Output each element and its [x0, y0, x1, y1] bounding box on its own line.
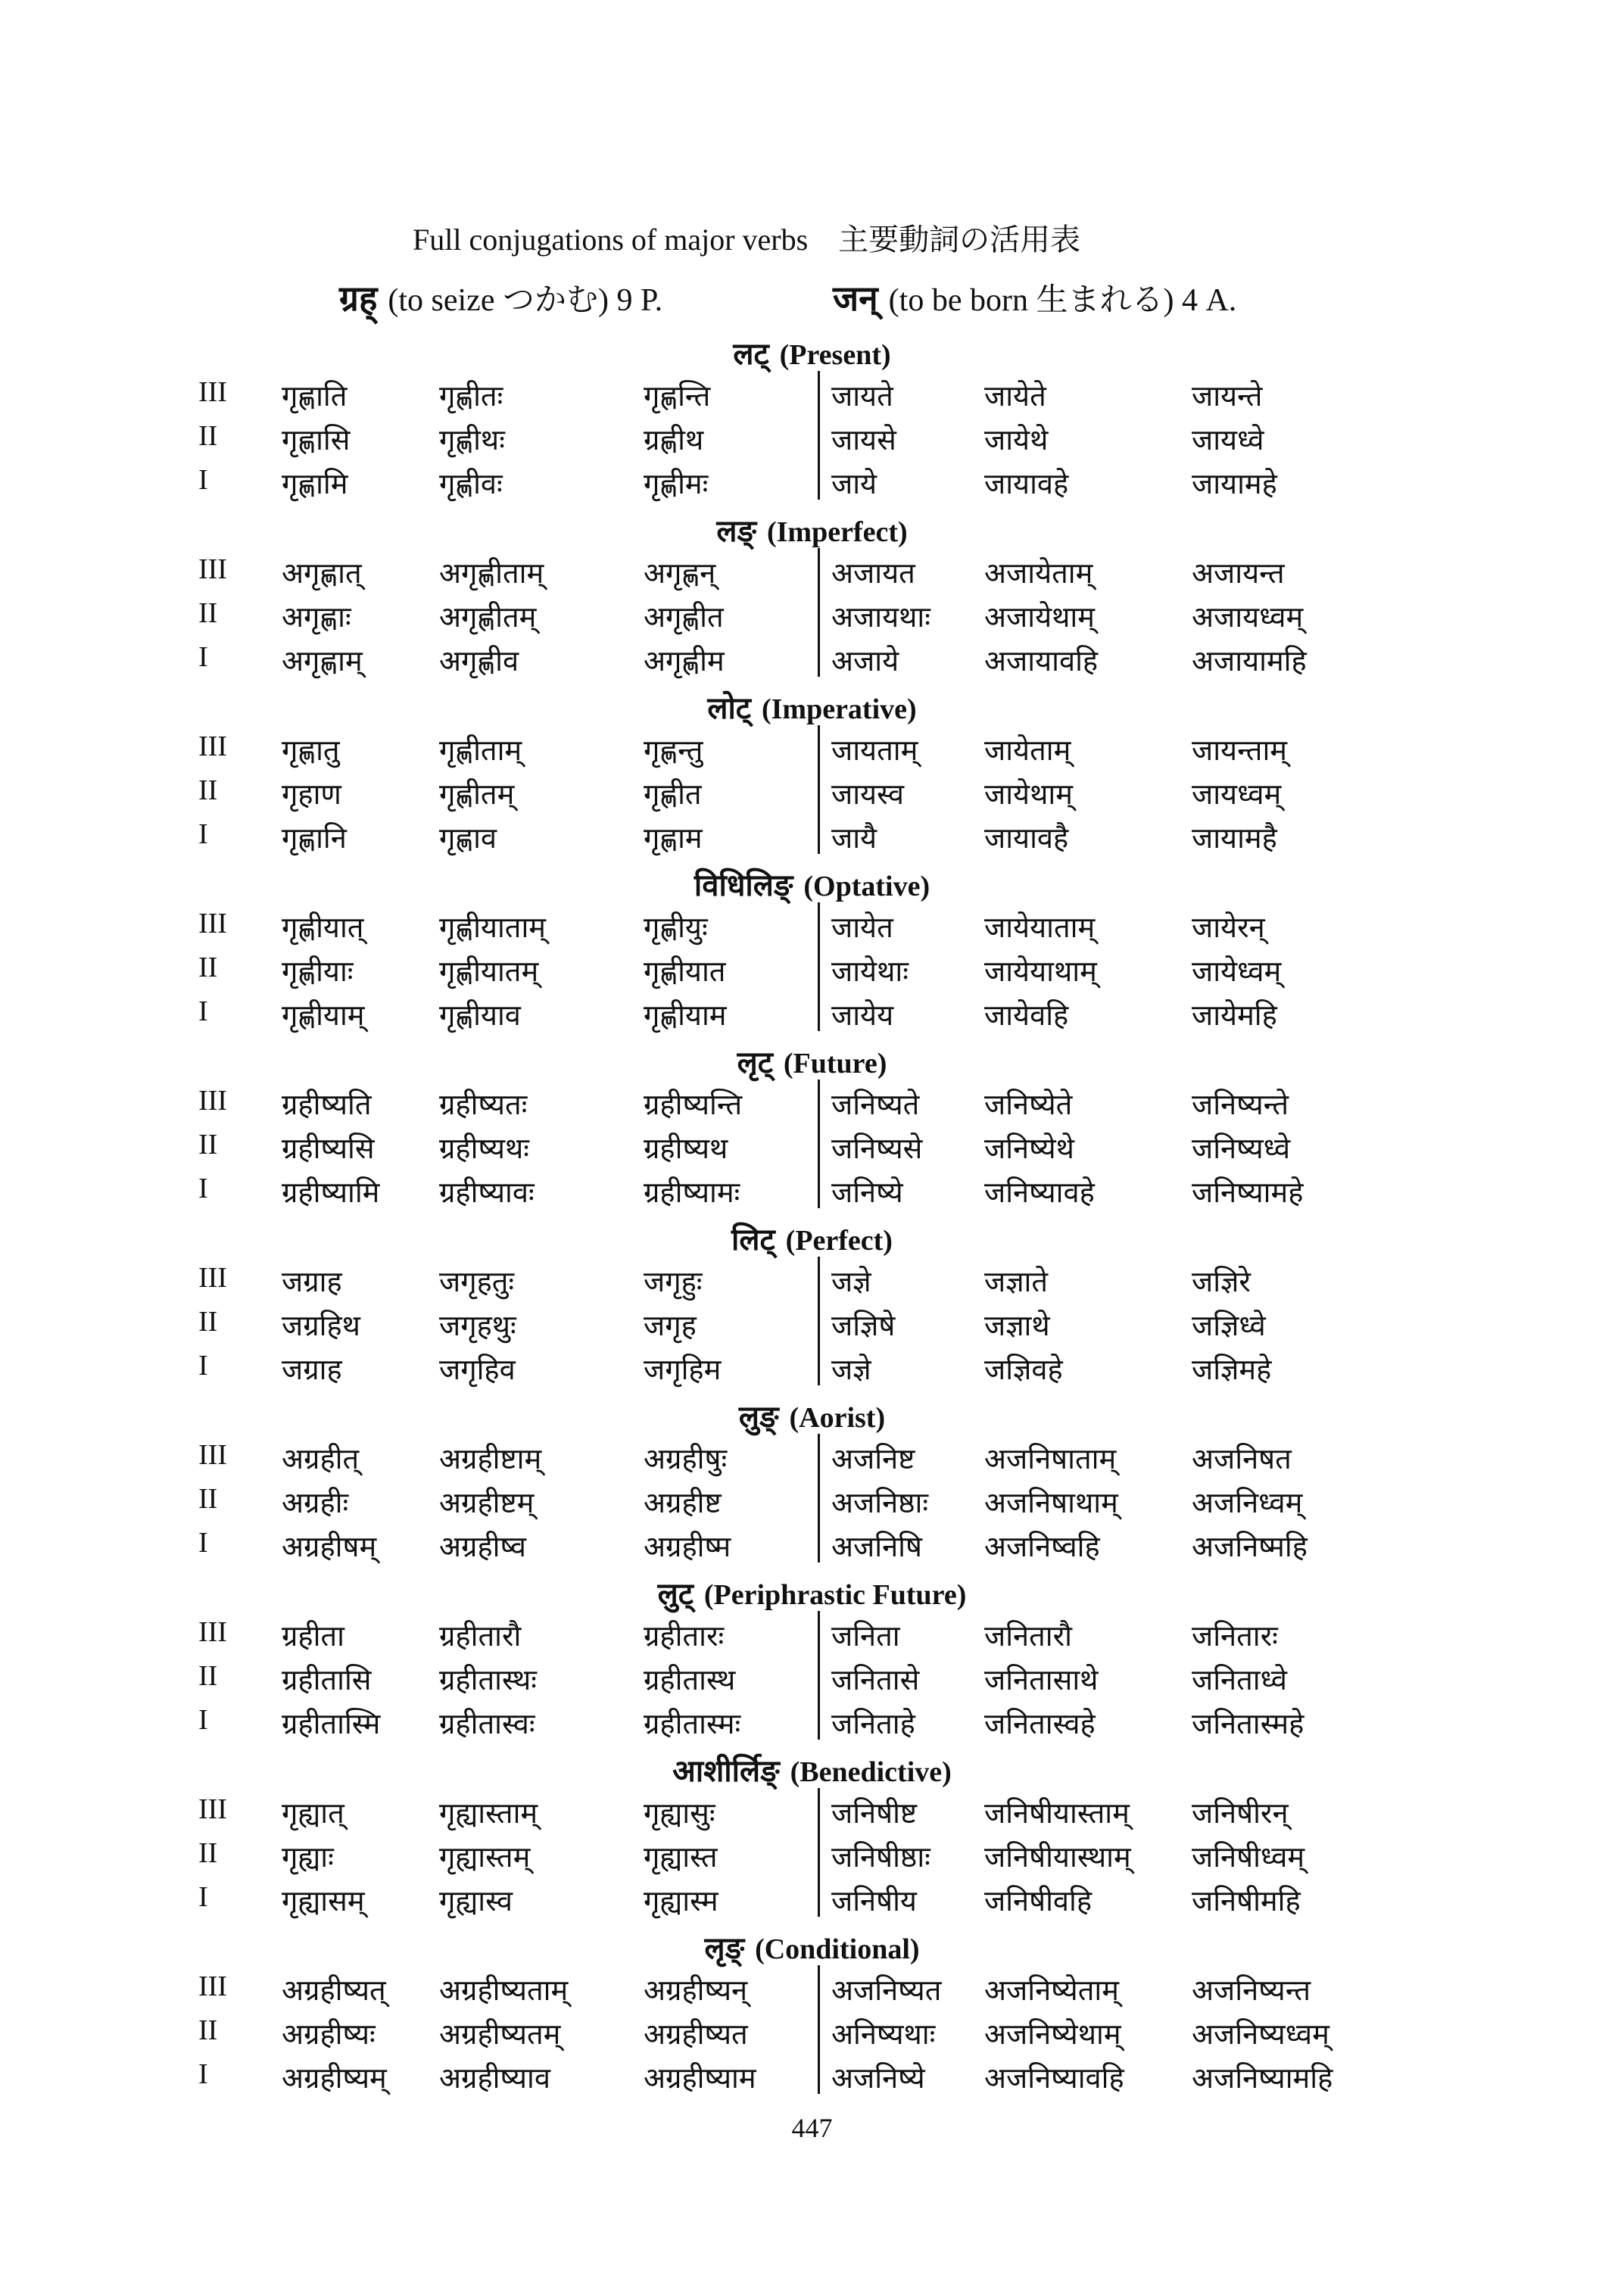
tense-name: लोट्: [707, 691, 751, 726]
conjugation-row: [0, 2014, 1624, 2058]
verb-form: गृह्णासि: [282, 423, 351, 456]
verb-header-jan: [833, 274, 1236, 321]
page-title: Full conjugations of major verbs 主要動詞の活用表: [413, 223, 1081, 257]
verb-form: गृह्यास्त: [644, 1840, 718, 1874]
verb-form: जनिता: [831, 1619, 900, 1653]
verb-form: ग्रहीतारौ: [439, 1619, 522, 1653]
person-label: III: [198, 376, 227, 408]
verb-form: गृह्णानि: [282, 821, 347, 855]
person-label: I: [198, 1173, 208, 1204]
conjugation-row: [0, 375, 1624, 419]
conjugation-row: [0, 774, 1624, 818]
verb-form: अजनिषाताम्: [984, 1442, 1117, 1475]
conjugation-row: [0, 1128, 1624, 1172]
verb-gloss: (to seize つかむ) 9 P.: [388, 283, 663, 318]
verb-form: अग्रहीष्याम: [644, 2061, 756, 2095]
person-label: I: [198, 641, 208, 673]
verb-form: गृह्णीयाव: [439, 999, 521, 1032]
verb-gloss: (to be born 生まれる) 4 A.: [888, 283, 1237, 318]
tense-name: विधिलिङ्: [694, 868, 793, 903]
conjugation-row: [0, 1837, 1624, 1880]
verb-form: जायेत: [831, 911, 893, 944]
conjugation-row: [0, 1793, 1624, 1837]
verb-form: अनिष्यथाः: [831, 2017, 936, 2051]
verb-form: ग्रहीतास्थः: [439, 1663, 537, 1696]
tense-name: आशीर्लिङ्: [672, 1754, 780, 1789]
verb-form: जायसे: [831, 423, 896, 456]
verb-form: गृह्णाव: [439, 821, 497, 855]
conjugation-row: [0, 640, 1624, 684]
verb-form: अजायथाः: [831, 600, 930, 634]
verb-form: गृह्णीयाम: [644, 999, 727, 1032]
verb-form: ग्रहीतारः: [644, 1619, 725, 1653]
verb-form: जनितारौ: [984, 1619, 1073, 1653]
verb-form: ग्रह्णीथ: [644, 423, 704, 456]
tense-heading: [0, 1217, 1624, 1259]
verb-form: ग्रहीतास्वः: [439, 1707, 535, 1740]
verb-form: अजनिष्ट: [831, 1442, 915, 1475]
verb-header-grah: [339, 274, 662, 321]
verb-root: ग्रह्: [339, 278, 378, 319]
verb-form: अजनिष्येथाम्: [984, 2017, 1121, 2051]
verb-form: अगृह्णाम्: [282, 644, 363, 678]
verb-form: अजनिष्वहि: [984, 1530, 1100, 1563]
verb-form: जायेथाम्: [984, 777, 1073, 811]
verb-form: जग्राह: [282, 1265, 342, 1298]
verb-form: जायामहै: [1192, 821, 1277, 855]
tense-label: (Future): [783, 1048, 887, 1080]
verb-form: अगृह्णीताम्: [439, 556, 544, 590]
verb-form: अजनिष्यध्वम्: [1192, 2017, 1329, 2051]
conjugation-row: [0, 1482, 1624, 1526]
verb-form: जनितासे: [831, 1663, 920, 1696]
verb-form: अग्रहीष्यताम्: [439, 1974, 569, 2007]
verb-form: गृह्णीतः: [439, 379, 503, 413]
verb-form: जायेताम्: [984, 734, 1071, 767]
person-label: II: [198, 952, 218, 983]
tense-label: (Periphrastic Future): [703, 1579, 967, 1611]
tense-label: (Present): [779, 339, 891, 371]
verb-form: अग्रहीष्यम्: [282, 2061, 387, 2095]
tense-heading: [0, 1572, 1624, 1613]
verb-form: अग्रहीषम्: [282, 1530, 377, 1563]
person-label: II: [198, 1306, 218, 1338]
verb-form: अगृह्णाः: [282, 600, 351, 634]
verb-form: जज्ञिरे: [1192, 1265, 1251, 1298]
verb-form: जनिषीयास्ताम्: [984, 1796, 1130, 1830]
conjugation-row: [0, 1703, 1624, 1747]
person-label: I: [198, 2058, 208, 2090]
verb-form: जायेमहि: [1192, 999, 1277, 1032]
person-label: II: [198, 1483, 218, 1515]
verb-form: जग्राह: [282, 1353, 342, 1386]
person-label: III: [198, 1971, 227, 2002]
verb-form: गृह्णन्ति: [644, 379, 711, 413]
person-label: I: [198, 995, 208, 1027]
person-label: III: [198, 731, 227, 762]
verb-form: गृह्णीतम्: [439, 777, 515, 811]
verb-form: अजनिष्यामहि: [1192, 2061, 1333, 2095]
person-label: I: [198, 1704, 208, 1736]
tense-label: (Imperfect): [766, 516, 908, 548]
verb-form: अजाये: [831, 644, 899, 678]
verb-form: जायताम्: [831, 734, 918, 767]
person-label: II: [198, 597, 218, 629]
verb-form: जज्ञाते: [984, 1265, 1049, 1298]
verb-form: अगृह्णीतम्: [439, 600, 537, 634]
verb-form: जायावहै: [984, 821, 1069, 855]
verb-form: जायस्व: [831, 777, 904, 811]
verb-form: गृह्णीवः: [439, 467, 503, 500]
verb-form: जायन्ते: [1192, 379, 1263, 413]
person-label: I: [198, 1527, 208, 1559]
tense-label: (Imperative): [761, 693, 917, 725]
person-label: II: [198, 774, 218, 806]
verb-form: जनिषीय: [831, 1884, 917, 1918]
conjugation-row: [0, 1438, 1624, 1482]
verb-form: जायेयाथाम्: [984, 955, 1097, 988]
verb-form: जनिष्यसे: [831, 1132, 923, 1165]
verb-form: ग्रहीष्यसि: [282, 1132, 375, 1165]
verb-form: जनिष्येते: [984, 1088, 1073, 1121]
tense-name: लिट्: [731, 1223, 775, 1257]
verb-form: ग्रहीष्यति: [282, 1088, 372, 1121]
person-label: III: [198, 553, 227, 585]
verb-form: गृह्णन्तु: [644, 734, 703, 767]
verb-form: अग्रहीत्: [282, 1442, 360, 1475]
verb-form: अग्रहीष्यन्: [644, 1974, 748, 2007]
tense-heading: [0, 686, 1624, 727]
verb-form: जायेते: [984, 379, 1046, 413]
verb-form: गृह्णीयात्: [282, 911, 364, 944]
verb-form: जगृहिम: [644, 1353, 722, 1386]
verb-form: जनिष्यन्ते: [1192, 1088, 1289, 1121]
verb-form: गृह्णीताम्: [439, 734, 522, 767]
tense-name: लुङ्: [738, 1400, 779, 1435]
verb-form: जनिष्येथे: [984, 1132, 1074, 1165]
person-label: I: [198, 1350, 208, 1382]
verb-form: जनिष्यावहे: [984, 1176, 1095, 1209]
conjugation-row: [0, 818, 1624, 861]
verb-form: ग्रहीष्यन्ति: [644, 1088, 743, 1121]
tense-heading: [0, 509, 1624, 550]
verb-form: गृह्णाति: [282, 379, 348, 413]
verb-form: ग्रहीतासि: [282, 1663, 372, 1696]
verb-form: अजनिष्यावहि: [984, 2061, 1124, 2095]
verb-form: अग्रहीः: [282, 1486, 349, 1519]
verb-form: जगृहतुः: [439, 1265, 515, 1298]
verb-form: अग्रहीष्यत्: [282, 1974, 386, 2007]
tense-label: (Conditional): [755, 1933, 920, 1965]
person-label: II: [198, 1837, 218, 1869]
tense-label: (Aorist): [789, 1402, 886, 1434]
person-label: II: [198, 1129, 218, 1161]
verb-form: जायेथे: [984, 423, 1049, 456]
verb-form: ग्रहीष्यथः: [439, 1132, 529, 1165]
verb-form: ग्रहीष्यावः: [439, 1176, 535, 1209]
verb-form: गृह्यात्: [282, 1796, 344, 1830]
verb-form: गृह्याः: [282, 1840, 334, 1874]
verb-form: ग्रहीष्यथ: [644, 1132, 728, 1165]
verb-form: गृह्यासम्: [282, 1884, 365, 1918]
verb-form: ग्रहीष्यामि: [282, 1176, 380, 1209]
verb-form: अजनिष्महि: [1192, 1530, 1308, 1563]
verb-form: जगृह: [644, 1309, 697, 1342]
person-label: III: [198, 1616, 227, 1648]
verb-form: जायेध्वम्: [1192, 955, 1282, 988]
verb-form: अग्रहीष्यः: [282, 2017, 376, 2051]
verb-form: अगृह्णीत: [644, 600, 724, 634]
verb-form: गृह्णीथः: [439, 423, 505, 456]
conjugation-row: [0, 1349, 1624, 1393]
conjugation-row: [0, 553, 1624, 597]
tense-label: (Perfect): [785, 1225, 893, 1257]
tense-name: लट्: [733, 337, 769, 372]
verb-form: अग्रहीष्म: [644, 1530, 731, 1563]
verb-form: जज्ञिषे: [831, 1309, 896, 1342]
verb-form: अग्रहीष्टम्: [439, 1486, 535, 1519]
verb-form: जनितास्महे: [1192, 1707, 1304, 1740]
conjugation-row: [0, 2058, 1624, 2101]
tense-name: लङ्: [716, 514, 756, 549]
verb-form: गृह्यास्तम्: [439, 1840, 531, 1874]
verb-root: जन्: [833, 278, 878, 319]
verb-form: जग्रहिथ: [282, 1309, 360, 1342]
verb-form: जज्ञाथे: [984, 1309, 1050, 1342]
verb-form: अग्रहीषुः: [644, 1442, 728, 1475]
verb-form: गृह्यास्व: [439, 1884, 513, 1918]
verb-form: गृह्णीत: [644, 777, 702, 811]
verb-form: जनिष्यध्वे: [1192, 1132, 1291, 1165]
tense-heading: [0, 332, 1624, 373]
verb-form: जज्ञिवहे: [984, 1353, 1063, 1386]
person-label: III: [198, 1085, 227, 1117]
verb-form: जनितासाथे: [984, 1663, 1099, 1696]
verb-form: अगृह्णात्: [282, 556, 362, 590]
verb-form: जायते: [831, 379, 893, 413]
verb-form: अजायावहि: [984, 644, 1099, 678]
verb-form: जायामहे: [1192, 467, 1277, 500]
verb-form: जनिताहे: [831, 1707, 915, 1740]
verb-form: गृह्णीयाताम्: [439, 911, 547, 944]
verb-form: गृह्णीयात: [644, 955, 726, 988]
verb-form: जनितास्वहे: [984, 1707, 1096, 1740]
person-label: III: [198, 1262, 227, 1294]
tense-label: (Optative): [803, 871, 930, 902]
verb-form: अजायामहि: [1192, 644, 1307, 678]
verb-form: अजायेथाम्: [984, 600, 1095, 634]
verb-form: अजनिष्यन्त: [1192, 1974, 1311, 2007]
tense-name: लुट्: [657, 1577, 694, 1612]
verb-form: जनिषीवहि: [984, 1884, 1093, 1918]
person-label: II: [198, 420, 218, 452]
verb-form: अजायध्वम्: [1192, 600, 1304, 634]
tense-heading: [0, 863, 1624, 905]
conjugation-row: [0, 597, 1624, 640]
verb-form: जनिष्यामहे: [1192, 1176, 1304, 1209]
verb-form: ग्रहीता: [282, 1619, 344, 1653]
verb-form: जायेयाताम्: [984, 911, 1096, 944]
conjugation-row: [0, 1615, 1624, 1659]
conjugation-row: [0, 1526, 1624, 1570]
verb-form: ग्रहीष्यामः: [644, 1176, 740, 1209]
verb-form: जज्ञे: [831, 1265, 871, 1298]
verb-form: जनिताध्वे: [1192, 1663, 1288, 1696]
tense-heading: [0, 1040, 1624, 1082]
verb-form: जनिष्ये: [831, 1176, 903, 1209]
verb-form: जनिष्यते: [831, 1088, 920, 1121]
conjugation-row: [0, 951, 1624, 995]
tense-name: लृङ्: [704, 1931, 745, 1966]
verb-form: अग्रहीष्यत: [644, 2017, 748, 2051]
verb-form: अग्रहीष्ट: [644, 1486, 722, 1519]
verb-form: जायन्ताम्: [1192, 734, 1288, 767]
verb-form: अजनिष्यत: [831, 1974, 942, 2007]
verb-form: जायध्वम्: [1192, 777, 1282, 811]
verb-form: अगृह्णीव: [439, 644, 519, 678]
verb-form: अजनिष्येताम्: [984, 1974, 1119, 2007]
person-label: III: [198, 1793, 227, 1825]
verb-form: गृह्णामि: [282, 467, 348, 500]
verb-form: गृह्णीयुः: [644, 911, 708, 944]
conjugation-row: [0, 463, 1624, 507]
verb-form: गृह्णाम: [644, 821, 703, 855]
conjugation-row: [0, 1084, 1624, 1128]
verb-form: गृह्णीमः: [644, 467, 709, 500]
verb-form: अगृह्णन्: [644, 556, 716, 590]
verb-form: जायेय: [831, 999, 894, 1032]
tense-name: लृट्: [737, 1045, 773, 1080]
conjugation-row: [0, 1970, 1624, 2014]
conjugation-row: [0, 1305, 1624, 1349]
verb-form: गृह्णीयाः: [282, 955, 354, 988]
verb-form: अग्रहीष्याव: [439, 2061, 550, 2095]
verb-form: अजायेताम्: [984, 556, 1093, 590]
verb-form: जायै: [831, 821, 877, 855]
tense-heading: [0, 1926, 1624, 1967]
verb-form: जनिषीध्वम्: [1192, 1840, 1305, 1874]
verb-form: जनिषीयास्थाम्: [984, 1840, 1131, 1874]
verb-form: गृह्णातु: [282, 734, 340, 767]
page-number: 447: [791, 2113, 833, 2143]
verb-form: अजायत: [831, 556, 915, 590]
verb-form: जगृहथुः: [439, 1309, 516, 1342]
verb-form: गृह्यासुः: [644, 1796, 715, 1830]
verb-form: अजनिष्ठाः: [831, 1486, 929, 1519]
verb-form: अजनिष्ये: [831, 2061, 925, 2095]
verb-form: जायेथाः: [831, 955, 909, 988]
verb-form: गृह्णीयातम्: [439, 955, 539, 988]
person-label: II: [198, 1660, 218, 1692]
verb-form: अजनिषत: [1192, 1442, 1292, 1475]
verb-form: जनिषीष्ट: [831, 1796, 918, 1830]
conjugation-row: [0, 1659, 1624, 1703]
conjugation-row: [0, 1880, 1624, 1924]
verb-form: गृह्णीयाम्: [282, 999, 365, 1032]
verb-form: जगृहुः: [644, 1265, 703, 1298]
verb-form: जनिषीमहि: [1192, 1884, 1301, 1918]
person-label: I: [198, 818, 208, 850]
person-label: III: [198, 908, 227, 939]
verb-form: ग्रहीतास्मः: [644, 1707, 741, 1740]
verb-form: जज्ञिध्वे: [1192, 1309, 1266, 1342]
verb-form: जज्ञिमहे: [1192, 1353, 1272, 1386]
verb-form: जनिषीष्ठाः: [831, 1840, 930, 1874]
conjugation-row: [0, 419, 1624, 463]
verb-form: अजायन्त: [1192, 556, 1285, 590]
verb-form: ग्रहीतास्थ: [644, 1663, 736, 1696]
verb-form: अजनिषाथाम्: [984, 1486, 1118, 1519]
conjugation-row: [0, 1172, 1624, 1216]
tense-heading: [0, 1749, 1624, 1790]
person-label: III: [198, 1439, 227, 1471]
person-label: I: [198, 1881, 208, 1913]
verb-form: गृह्यास्ताम्: [439, 1796, 538, 1830]
verb-form: जायेरन्: [1192, 911, 1265, 944]
verb-form: जाये: [831, 467, 877, 500]
conjugation-row: [0, 730, 1624, 774]
person-label: II: [198, 2014, 218, 2046]
tense-heading: [0, 1394, 1624, 1436]
verb-form: अग्रहीष्यतम्: [439, 2017, 561, 2051]
conjugation-row: [0, 907, 1624, 951]
verb-form: जायध्वे: [1192, 423, 1264, 456]
tense-label: (Benedictive): [790, 1756, 952, 1788]
verb-form: जज्ञे: [831, 1353, 871, 1386]
verb-form: गृह्यास्म: [644, 1884, 718, 1918]
verb-form: जगृहिव: [439, 1353, 516, 1386]
verb-form: गृहाण: [282, 777, 341, 811]
verb-form: ग्रहीष्यतः: [439, 1088, 528, 1121]
verb-form: अग्रहीष्टाम्: [439, 1442, 542, 1475]
person-label: I: [198, 464, 208, 496]
verb-form: अग्रहीष्व: [439, 1530, 526, 1563]
verb-form: जायावहे: [984, 467, 1069, 500]
conjugation-row: [0, 1261, 1624, 1305]
verb-form: जनिषीरन्: [1192, 1796, 1289, 1830]
verb-form: अजनिध्वम्: [1192, 1486, 1303, 1519]
verb-form: जनितारः: [1192, 1619, 1278, 1653]
conjugation-row: [0, 995, 1624, 1039]
verb-form: जायेवहि: [984, 999, 1069, 1032]
verb-form: ग्रहीतास्मि: [282, 1707, 381, 1740]
verb-form: अगृह्णीम: [644, 644, 725, 678]
verb-form: अजनिषि: [831, 1530, 922, 1563]
